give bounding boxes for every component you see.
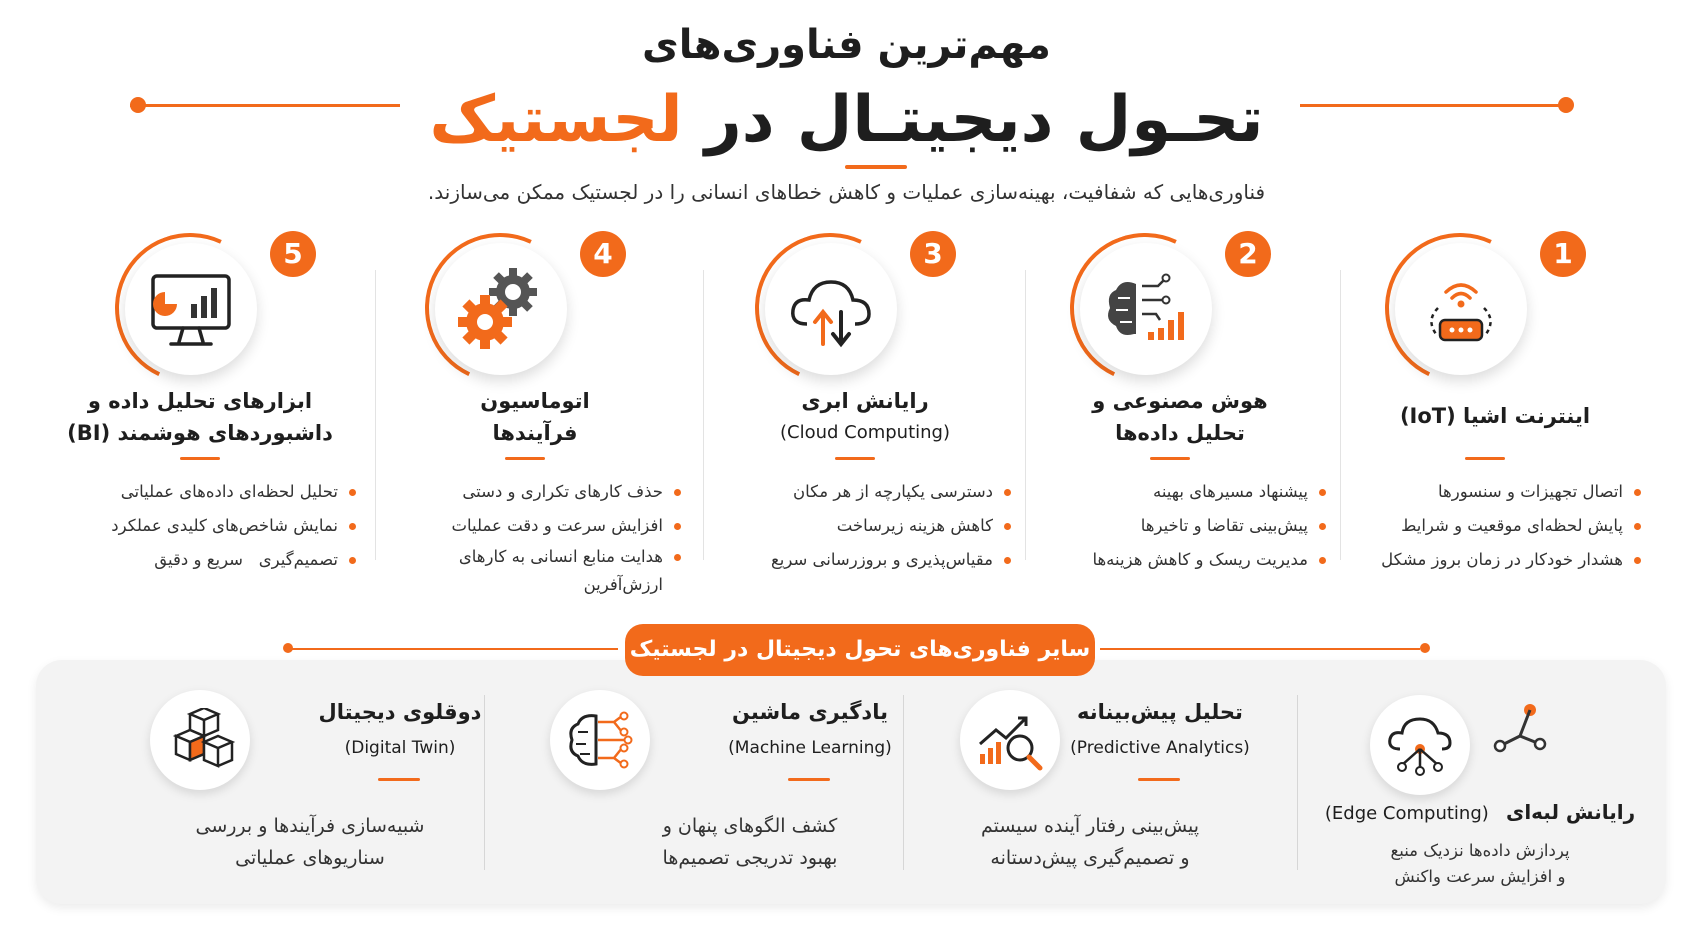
list-item: اتصال تجهیزات و سنسورها xyxy=(1345,475,1645,509)
tech-card-bi xyxy=(40,225,360,605)
title-line2 xyxy=(0,80,1693,160)
tech-title-text-2: (Cloud Computing) xyxy=(779,422,951,443)
other-tech-predictive xyxy=(900,680,1280,895)
ai-brain-chart-icon xyxy=(1098,264,1194,354)
tech-title-underline xyxy=(1465,457,1505,460)
tech-bullet-list xyxy=(385,475,685,599)
tech-number: 4 xyxy=(580,231,626,277)
list-item: افزایش سرعت و دقت عملیات xyxy=(385,509,685,543)
tech-title-underline xyxy=(180,457,220,460)
list-item: پیشنهاد مسیرهای بهینه xyxy=(1030,475,1330,509)
icon-circle xyxy=(125,243,257,375)
subtitle: فناوری‌هایی که شفافیت، بهینه‌سازی عملیات و کاهش خطاهای انسانی را در لجستیک ممکن می‌سازند. xyxy=(427,180,1266,204)
bottom-divider xyxy=(1297,695,1298,870)
tech-card-ai xyxy=(1030,225,1330,605)
network-node-icon xyxy=(1490,700,1550,760)
other-tech-underline xyxy=(378,778,420,781)
column-divider xyxy=(1340,270,1341,560)
list-item: دسترسی یکپارچه از هر مکان xyxy=(715,475,1015,509)
cloud-upload-download-icon xyxy=(783,264,879,354)
other-tech-icon-circle xyxy=(960,690,1060,790)
tech-title-text: اینترنت اشیا (IoT) xyxy=(1399,404,1591,428)
icon-circle xyxy=(1080,243,1212,375)
list-item: مقیاس‌پذیری و بروزرسانی سریع xyxy=(715,543,1015,577)
tech-bullet-list xyxy=(70,475,360,577)
tech-bullet-list xyxy=(1030,475,1330,577)
tech-title-text-2: فرآیندها xyxy=(492,421,578,445)
icon-circle xyxy=(765,243,897,375)
tech-title xyxy=(715,385,1015,449)
section-line-left xyxy=(288,648,618,650)
column-divider xyxy=(375,270,376,560)
section-line-right xyxy=(1100,648,1420,650)
tech-icon-wrap xyxy=(1385,233,1535,383)
tech-title xyxy=(385,385,685,449)
tech-number: 2 xyxy=(1225,231,1271,277)
tech-card-cloud xyxy=(715,225,1015,605)
other-tech-title: دوقلوی دیجیتال xyxy=(318,700,482,724)
tech-title-text: اتوماسیون xyxy=(480,389,590,413)
tech-title-text: رایانش ابری xyxy=(801,389,929,413)
other-tech-title-fa: رایانش لبه‌ای xyxy=(1505,800,1636,824)
section-dot-right xyxy=(1420,643,1430,653)
column-divider xyxy=(703,270,704,560)
list-item: تصمیم‌گیری سریع و دقیق xyxy=(70,543,360,577)
other-tech-desc xyxy=(920,810,1260,874)
tech-card-iot xyxy=(1345,225,1645,605)
list-item: حذف کارهای تکراری و دستی xyxy=(385,475,685,509)
tech-number: 1 xyxy=(1540,231,1586,277)
edge-cloud-network-icon xyxy=(1384,713,1456,777)
tech-icon-wrap xyxy=(1070,233,1220,383)
tech-icon-wrap xyxy=(425,233,575,383)
cubes-icon xyxy=(164,708,236,772)
list-item: مدیریت ریسک و کاهش هزینه‌ها xyxy=(1030,543,1330,577)
other-tech-subtitle: (Machine Learning) xyxy=(728,738,892,758)
desc-line: کشف الگوهای پنهان و xyxy=(662,815,838,837)
desc-line: پیش‌بینی رفتار آینده سیستم xyxy=(980,815,1200,837)
tech-title-underline xyxy=(1150,457,1190,460)
title-accent-part: لجستیک xyxy=(429,83,683,157)
tech-number: 5 xyxy=(270,231,316,277)
tech-title-text: هوش مصنوعی و xyxy=(1092,389,1268,413)
tech-title-underline xyxy=(835,457,875,460)
list-item: هشدار خودکار در زمان بروز مشکل xyxy=(1345,543,1645,577)
tech-title xyxy=(40,385,360,449)
tech-title-underline xyxy=(505,457,545,460)
desc-line: شبیه‌سازی فرآیندها و بررسی xyxy=(195,815,425,837)
desc-line: پردازش داده‌ها نزدیک منبع xyxy=(1390,841,1570,860)
other-tech-edge xyxy=(1310,680,1650,895)
other-tech-title-en: (Edge Computing) xyxy=(1324,803,1489,824)
ml-brain-network-icon xyxy=(564,708,636,772)
desc-line: سناریوهای عملیاتی xyxy=(235,847,385,869)
iot-router-icon xyxy=(1416,264,1506,354)
other-tech-icon-circle xyxy=(150,690,250,790)
other-tech-underline xyxy=(788,778,830,781)
tech-title xyxy=(1030,385,1330,449)
section-heading: سایر فناوری‌های تحول دیجیتال در لجستیک xyxy=(625,624,1095,676)
tech-title-text: ابزارهای تحلیل داده و xyxy=(87,389,313,413)
tech-title xyxy=(1345,400,1645,432)
list-item: نمایش شاخص‌های کلیدی عملکرد xyxy=(70,509,360,543)
other-tech-title xyxy=(1310,800,1650,824)
column-divider xyxy=(1025,270,1026,560)
gears-icon xyxy=(453,264,549,354)
monitor-dashboard-icon xyxy=(143,264,239,354)
other-tech-digital-twin xyxy=(120,680,500,895)
other-tech-title: تحلیل پیش‌بینانه xyxy=(1077,700,1243,724)
other-tech-underline xyxy=(1138,778,1180,781)
tech-card-automation xyxy=(385,225,685,605)
tech-icon-wrap xyxy=(115,233,265,383)
tech-bullet-list xyxy=(1345,475,1645,577)
other-tech-icon-circle xyxy=(1370,695,1470,795)
list-item: پایش لحظه‌ای موقعیت و شرایط xyxy=(1345,509,1645,543)
other-tech-subtitle: (Digital Twin) xyxy=(344,738,456,758)
tech-title-text-2: داشبوردهای هوشمند (BI) xyxy=(67,421,333,445)
list-item: کاهش هزینه زیرساخت xyxy=(715,509,1015,543)
tech-number: 3 xyxy=(910,231,956,277)
desc-line: بهبود تدریجی تصمیم‌ها xyxy=(662,847,838,869)
other-tech-ml xyxy=(520,680,900,895)
title-underline xyxy=(845,165,907,169)
predictive-analytics-icon xyxy=(974,708,1046,772)
list-item: پیش‌بینی تقاضا و تاخیرها xyxy=(1030,509,1330,543)
desc-line: و افزایش سرعت واکنش xyxy=(1394,867,1566,886)
desc-line: و تصمیم‌گیری پیش‌دستانه xyxy=(990,847,1190,869)
tech-bullet-list xyxy=(715,475,1015,577)
other-tech-icon-circle xyxy=(550,690,650,790)
tech-title-text-2: تحلیل داده‌ها xyxy=(1115,421,1245,445)
other-tech-desc xyxy=(1310,838,1650,890)
other-tech-desc xyxy=(580,810,920,874)
icon-circle xyxy=(1395,243,1527,375)
title-dark-part: تحـول دیجیتـال در xyxy=(704,83,1264,157)
other-tech-desc xyxy=(140,810,480,874)
list-item: تحلیل لحظه‌ای داده‌های عملیاتی xyxy=(70,475,360,509)
tech-icon-wrap xyxy=(755,233,905,383)
list-item: هدایت منابع انسانی به کارهای ارزش‌آفرین xyxy=(435,543,685,599)
icon-circle xyxy=(435,243,567,375)
other-tech-subtitle: (Predictive Analytics) xyxy=(1070,738,1250,758)
title-line1: مهم‌ترین فناوری‌های xyxy=(642,22,1051,68)
other-tech-title: یادگیری ماشین xyxy=(732,700,888,724)
section-dot-left xyxy=(283,643,293,653)
